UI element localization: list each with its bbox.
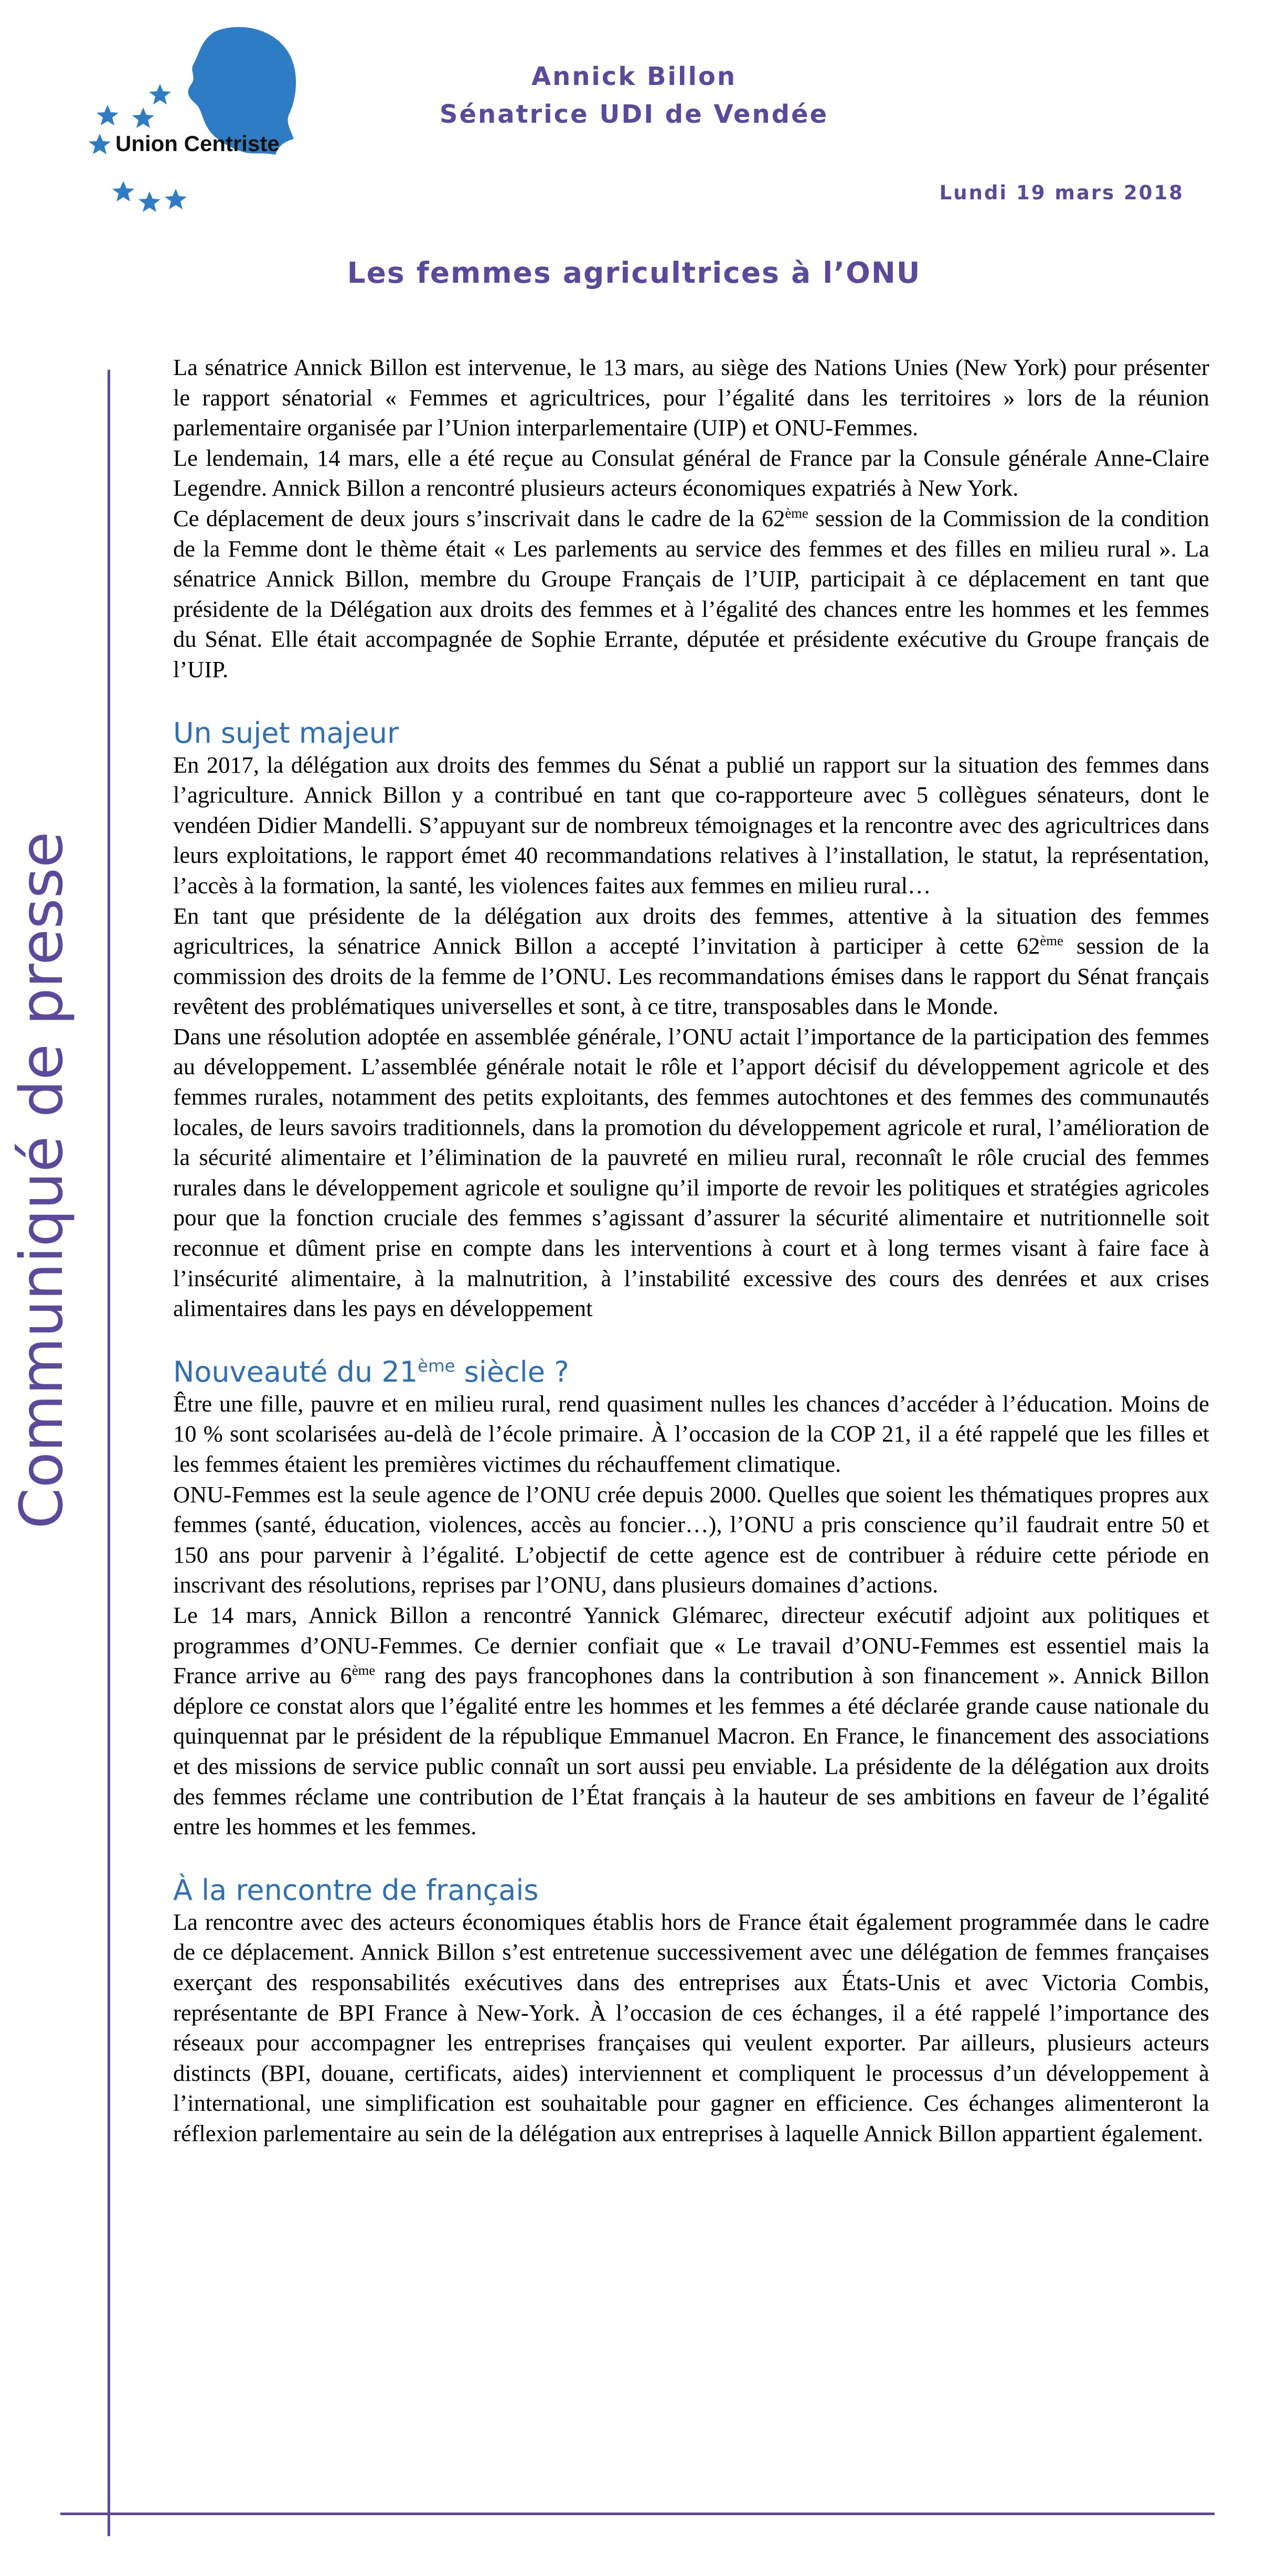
section2-paragraph-3: Le 14 mars, Annick Billon a rencontré Yannick Glémarec, directeur exécutif adjoint aux politiques et programmes d’ONU-Femmes. Ce dernier confiait que « Le travail d’ONU-Femmes est essentiel mais la France arrive au 6ème rang des pays francophones dans la contribution à son financement ». Annick Billon déplore ce constat alors que l’égalité entre les hommes et les femmes a été déclarée grande cause nationale du quinquennat par le président de la république Emmanuel Macron. En France, le financement des associations et des missions de service public connaît un sort aussi peu enviable. La présidente de la délégation aux droits des femmes réclame une contribution de l’État français à la hauteur de ses ambitions en faveur de l’égalité entre les hommes et les femmes.: [173, 1601, 1209, 1840]
section1-paragraph-1: En 2017, la délégation aux droits des femmes du Sénat a publié un rapport sur la situation des femmes dans l’agriculture. Annick Billon y a contribué en tant que co-rapporteure avec 5 collègues sénateurs, dont le vendéen Didier Mandelli. S’appuyant sur de nombreux témoignages et la rencontre avec des agricultrices dans leurs exploitations, le rapport émet 40 recommandations relatives à l’installation, le statut, la représentation, l’accès à la formation, la santé, les violences faites aux femmes en milieu rural…: [173, 751, 1209, 899]
section2-paragraph-1: Être une fille, pauvre et en milieu rural, rend quasiment nulles les chances d’accéder à l’éducation. Moins de 10 % sont scolarisées au-delà de l’école primaire. À l’occasion de la COP 21, il a été rappelé que les filles et les femmes étaient les premières victimes du réchauffement climatique.: [173, 1390, 1209, 1477]
section-heading-1: Un sujet majeur: [173, 716, 399, 750]
section1-paragraph-2: En tant que présidente de la délégation aux droits des femmes, attentive à la situation des femmes agricultrices, la sénatrice Annick Billon a accepté l’invitation à participer à cette 62ème session de la commission des droits de la femme de l’ONU. Les recommandations émises dans le rapport du Sénat français revêtent des problématiques universelles et sont, à ce titre, transposables dans le Monde.: [173, 902, 1209, 1020]
party-name: Union Centriste: [115, 131, 280, 156]
intro-paragraph-1: La sénatrice Annick Billon est intervenue, le 13 mars, au siège des Nations Unies (New York) pour présenter le rapport sénatorial « Femmes et agricultrices, pour l’égalité dans les territoires » lors de la réunion parlementaire organisée par l’Union interparlementaire (UIP) et ONU-Femmes.: [173, 354, 1209, 441]
intro-paragraph-3: Ce déplacement de deux jours s’inscrivait dans le cadre de la 62ème session de la Commission de la condition de la Femme dont le thème était « Les parlements au service des femmes et des filles en milieu rural ». La sénatrice Annick Billon, membre du Groupe Français de l’UIP, participait à ce déplacement en tant que présidente de la Délégation aux droits des femmes et à l’égalité des chances entre les hommes et les femmes du Sénat. Elle était accompagnée de Sophie Errante, députée et présidente exécutive du Groupe français de l’UIP.: [173, 505, 1209, 682]
header-author: [0, 58, 1268, 133]
page-title: Les femmes agricultrices à l’ONU: [347, 256, 921, 290]
press-date: Lundi 19 mars 2018: [939, 181, 1184, 204]
section-heading-3: À la rencontre de français: [173, 1873, 539, 1907]
intro-paragraph-2: Le lendemain, 14 mars, elle a été reçue au Consulat général de France par la Consule générale Anne-Claire Legendre. Annick Billon a rencontré plusieurs acteurs économiques expatriés à New York.: [173, 444, 1209, 501]
author-role: Sénatrice UDI de Vendée: [439, 100, 829, 129]
author-name: Annick Billon: [531, 62, 737, 91]
section1-paragraph-3: Dans une résolution adoptée en assemblée générale, l’ONU actait l’importance de la participation des femmes au développement. L’assemblée générale notait le rôle et l’apport décisif du développement agricole et des femmes rurales, notamment des petits exploitants, des femmes autochtones et des femmes des communautés locales, de leurs savoirs traditionnels, dans la promotion du développement agricole et rural, l’amélioration de la sécurité alimentaire et l’élimination de la pauvreté en milieu rural, reconnaît le rôle crucial des femmes rurales dans le développement agricole et souligne qu’il importe de revoir les politiques et stratégies agricoles pour que la fonction cruciale des femmes s’agissant d’assurer la sécurité alimentaire et nutritionnelle soit reconnue et dûment prise en compte dans les interventions à court et à long termes visant à faire face à l’insécurité alimentaire, à la malnutrition, à l’instabilité excessive des cours des denrées et aux crises alimentaires dans les pays en développement: [173, 1023, 1209, 1322]
bottom-divider: [60, 2513, 1214, 2515]
press-release-body: [173, 352, 1209, 2149]
side-label: Communiqué de presse: [8, 831, 76, 1529]
vertical-divider: [108, 370, 110, 2536]
section2-paragraph-2: ONU-Femmes est la seule agence de l’ONU crée depuis 2000. Quelles que soient les thématiques propres aux femmes (santé, éducation, violences, accès au foncier…), l’ONU a pris conscience qu’il faudrait entre 50 et 150 ans pour parvenir à l’égalité. L’objectif de cette agence est de contribuer à réduire cette période en inscrivant des résolutions, reprises par l’ONU, dans plusieurs domaines d’actions.: [173, 1481, 1209, 1598]
section3-paragraph-1: La rencontre avec des acteurs économiques établis hors de France était également programmée dans le cadre de ce déplacement. Annick Billon s’est entretenue successivement avec une délégation de femmes françaises exerçant des responsabilités exécutives dans des entreprises aux États-Unis et avec Victoria Combis, représentante de BPI France à New-York. À l’occasion de ces échanges, il a été rappelé l’importance des réseaux pour accompagner les entreprises françaises qui veulent exporter. Par ailleurs, plusieurs acteurs distincts (BPI, douane, certificats, aides) interviennent et compliquent le processus d’un développement à l’international, une simplification est souhaitable pour gagner en efficience. Ces échanges alimenteront la réflexion parlementaire au sein de la délégation aux entreprises à laquelle Annick Billon appartient également.: [173, 1908, 1209, 2146]
section-heading-2: Nouveauté du 21ème siècle ?: [173, 1355, 569, 1388]
